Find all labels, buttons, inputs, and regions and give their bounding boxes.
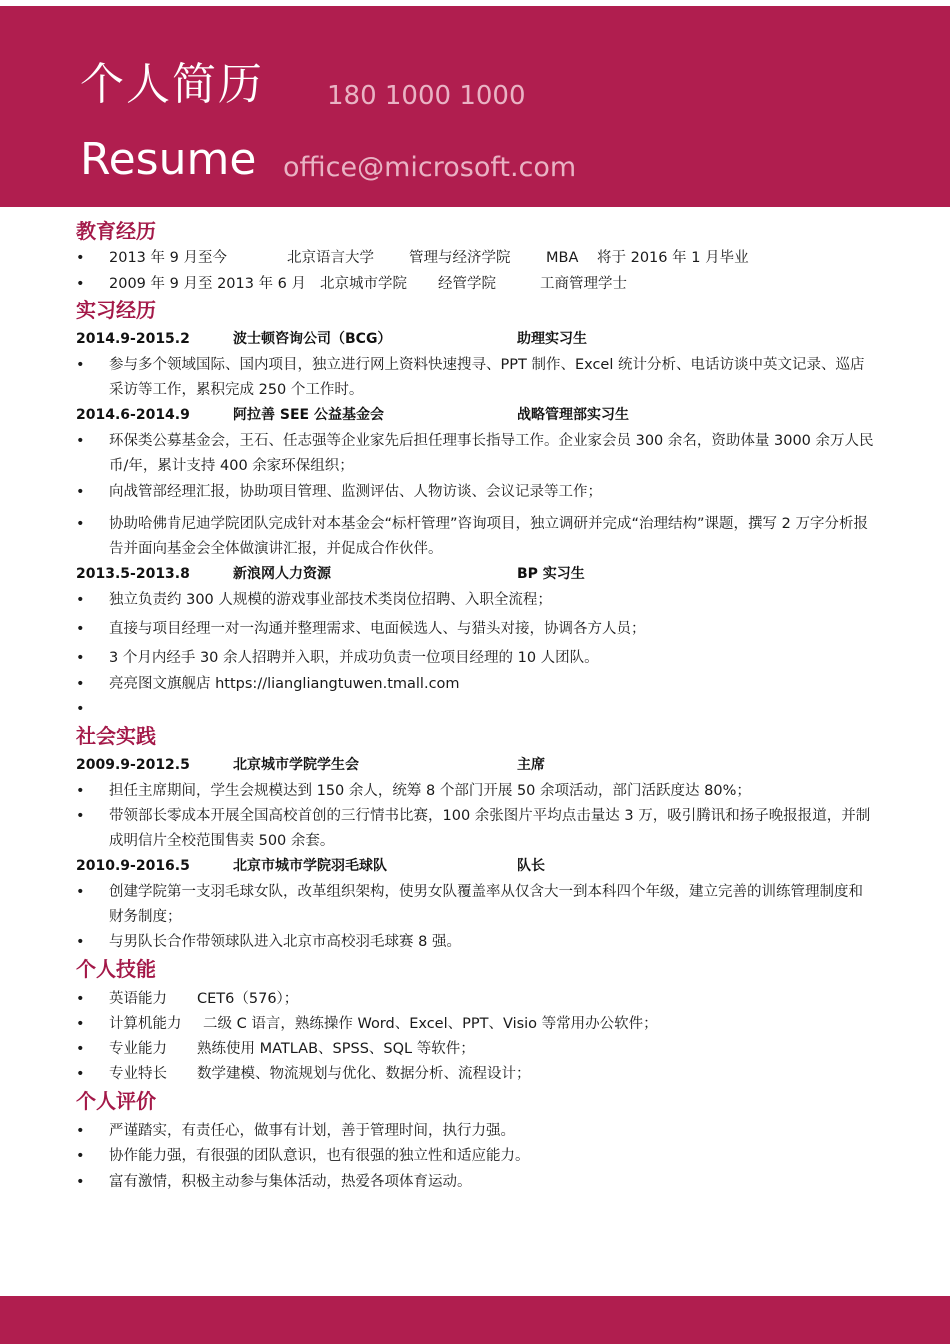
bullet-dot: • bbox=[76, 1123, 85, 1139]
edu-department: 管理与经济学院 bbox=[409, 250, 511, 266]
job-organization: 阿拉善 SEE 公益基金会 bbox=[233, 407, 384, 423]
resume-title-en: Resume bbox=[80, 134, 257, 185]
bullet-text: 带领部长零成本开展全国高校首创的三行情书比赛，100 余张图片平均点击量达 3 万，吸引腾讯和扬子晚报报道，并制成明信片全校范围售卖 500 余套。 bbox=[109, 808, 871, 849]
job-role: 战略管理部实习生 bbox=[517, 407, 629, 423]
bullet-text: 严谨踏实，有责任心，做事有计划，善于管理时间，执行力强。 bbox=[109, 1123, 515, 1139]
bullet-dot: • bbox=[76, 934, 85, 950]
bullet-dot: • bbox=[76, 1174, 85, 1190]
bullet-text: 参与多个领域国际、国内项目，独立进行网上资料快速搜寻、PPT 制作、Excel 统计分析、电话访谈中英文记录、巡店采访等工作，累积完成 250 个工作时。 bbox=[109, 357, 865, 398]
skill-name: 英语能力 bbox=[109, 991, 167, 1007]
bullet-dot: • bbox=[76, 250, 85, 266]
bullet-text: 协作能力强，有很强的团队意识，也有很强的独立性和适应能力。 bbox=[109, 1148, 530, 1164]
bullet-dot: • bbox=[76, 991, 85, 1007]
edu-period: 2013 年 9 月至今 bbox=[109, 250, 227, 266]
bullet-dot: • bbox=[76, 1041, 85, 1057]
job-period: 2014.9-2015.2 bbox=[76, 331, 190, 347]
job-organization: 北京市城市学院羽毛球队 bbox=[233, 858, 387, 874]
edu-school: 北京语言大学 bbox=[287, 250, 374, 266]
bullet-text: 直接与项目经理一对一沟通并整理需求、电面候选人、与猎头对接，协调各方人员； bbox=[109, 621, 646, 637]
skill-name: 专业特长 bbox=[109, 1066, 167, 1082]
bullet-dot: • bbox=[76, 1066, 85, 1082]
skill-description: CET6（576）； bbox=[197, 991, 299, 1007]
header-banner bbox=[0, 6, 950, 207]
bullet-text: 创建学院第一支羽毛球女队，改革组织架构，使男女队覆盖率从仅含大一到本科四个年级，建立完善的训练管理制度和财务制度； bbox=[109, 884, 863, 925]
bullet-dot: • bbox=[76, 592, 85, 608]
job-organization: 新浪网人力资源 bbox=[233, 566, 331, 582]
section-title-evaluation: 个人评价 bbox=[76, 1089, 156, 1113]
bullet-dot: • bbox=[76, 357, 85, 373]
email-address: office@microsoft.com bbox=[283, 152, 577, 183]
section-title-internship: 实习经历 bbox=[76, 298, 156, 322]
bullet-dot: • bbox=[76, 676, 85, 692]
job-period: 2009.9-2012.5 bbox=[76, 757, 190, 773]
skill-description: 二级 C 语言，熟练操作 Word、Excel、PPT、Visio 等常用办公软件； bbox=[203, 1016, 658, 1032]
bullet-text: 富有激情，积极主动参与集体活动，热爱各项体育运动。 bbox=[109, 1174, 472, 1190]
bullet-dot: • bbox=[76, 808, 85, 824]
edu-department: 经管学院 bbox=[438, 276, 496, 292]
section-title-skills: 个人技能 bbox=[76, 957, 156, 981]
bullet-text: 向战管部经理汇报，协助项目管理、监测评估、人物访谈、会议记录等工作； bbox=[109, 484, 602, 500]
job-role: 队长 bbox=[517, 858, 545, 874]
bullet-text: 环保类公募基金会，王石、任志强等企业家先后担任理事长指导工作。企业家会员 300 余名，资助体量 3000 余万人民币/年，累计支持 400 余家环保组织； bbox=[109, 433, 874, 474]
bullet-dot: • bbox=[76, 1016, 85, 1032]
skill-name: 计算机能力 bbox=[109, 1016, 182, 1032]
job-period: 2013.5-2013.8 bbox=[76, 566, 190, 582]
bullet-dot: • bbox=[76, 433, 85, 449]
job-period: 2010.9-2016.5 bbox=[76, 858, 190, 874]
bullet-dot: • bbox=[76, 783, 85, 799]
phone-number: 180 1000 1000 bbox=[327, 81, 526, 111]
job-period: 2014.6-2014.9 bbox=[76, 407, 190, 423]
bullet-text: 与男队长合作带领球队进入北京市高校羽毛球赛 8 强。 bbox=[109, 934, 461, 950]
bullet-text: 独立负责约 300 人规模的游戏事业部技术类岗位招聘、入职全流程； bbox=[109, 592, 552, 608]
skill-name: 专业能力 bbox=[109, 1041, 167, 1057]
edu-school: 北京城市学院 bbox=[320, 276, 407, 292]
job-organization: 波士顿咨询公司（BCG） bbox=[233, 331, 392, 347]
bullet-dot: • bbox=[76, 516, 85, 532]
bullet-dot: • bbox=[76, 276, 85, 292]
bullet-dot: • bbox=[76, 701, 85, 717]
job-organization: 北京城市学院学生会 bbox=[233, 757, 359, 773]
job-role: BP 实习生 bbox=[517, 566, 585, 582]
edu-degree: MBA bbox=[546, 250, 579, 266]
section-title-social: 社会实践 bbox=[76, 724, 156, 748]
resume-title-cn: 个人简历 bbox=[80, 59, 264, 110]
bullet-text: 担任主席期间，学生会规模达到 150 余人，统筹 8 个部门开展 50 余项活动，部门活跃度达 80%； bbox=[109, 783, 751, 799]
bullet-dot: • bbox=[76, 484, 85, 500]
bullet-dot: • bbox=[76, 884, 85, 900]
bullet-dot: • bbox=[76, 650, 85, 666]
edu-graduation: 将于 2016 年 1 月毕业 bbox=[597, 250, 749, 266]
bullet-text: 3 个月内经手 30 余人招聘并入职，并成功负责一位项目经理的 10 人团队。 bbox=[109, 650, 599, 666]
section-title-education: 教育经历 bbox=[76, 219, 156, 243]
footer-banner bbox=[0, 1296, 950, 1344]
bullet-text: 协助哈佛肯尼迪学院团队完成针对本基金会“标杆管理”咨询项目，独立调研并完成“治理结构”课题，撰写 2 万字分析报告并面向基金会全体做演讲汇报，并促成合作伙伴。 bbox=[109, 516, 868, 557]
edu-period: 2009 年 9 月至 2013 年 6 月 bbox=[109, 276, 307, 292]
job-role: 助理实习生 bbox=[517, 331, 587, 347]
job-role: 主席 bbox=[517, 757, 545, 773]
skill-description: 熟练使用 MATLAB、SPSS、SQL 等软件； bbox=[197, 1041, 475, 1057]
bullet-text: 亮亮图文旗舰店 https://liangliangtuwen.tmall.com bbox=[109, 676, 460, 692]
skill-description: 数学建模、物流规划与优化、数据分析、流程设计； bbox=[197, 1066, 531, 1082]
bullet-dot: • bbox=[76, 1148, 85, 1164]
edu-degree: 工商管理学士 bbox=[540, 276, 627, 292]
bullet-dot: • bbox=[76, 621, 85, 637]
